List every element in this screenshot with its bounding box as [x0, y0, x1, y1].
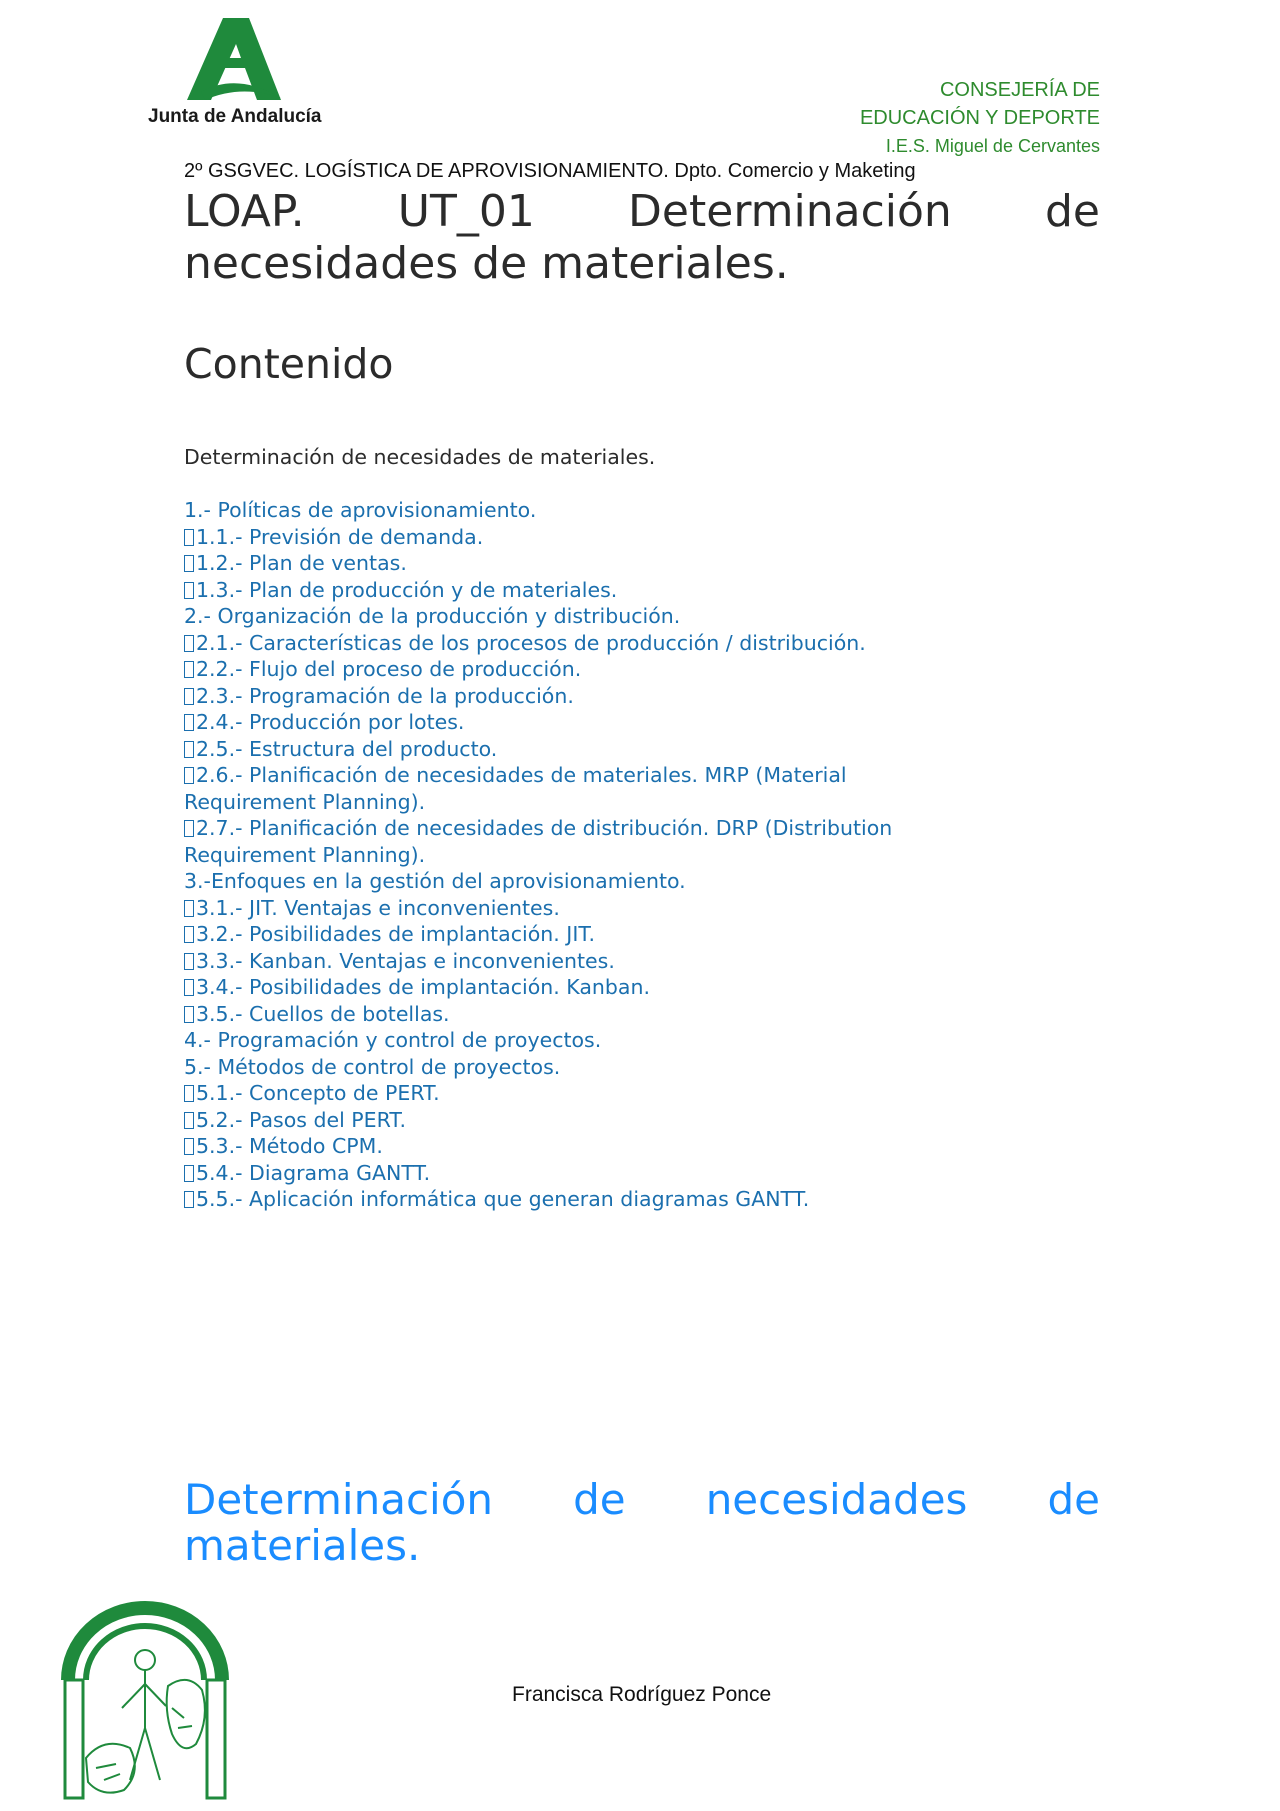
missing-glyph-icon [184, 926, 194, 943]
toc-entry-text: 2.7.- Planificación de necesidades de distribución. DRP (Distribution [196, 816, 893, 840]
hercules-emblem-icon [60, 1568, 230, 1803]
consejeria-line1: CONSEJERÍA DE [939, 79, 1100, 101]
document-title: LOAP. UT_01 Determinación de necesidades de materiales. [184, 186, 1100, 289]
consejeria-line2: EDUCACIÓN Y DEPORTE [859, 107, 1100, 129]
toc-entry-text: 2.4.- Producción por lotes. [196, 710, 465, 734]
missing-glyph-icon [184, 1006, 194, 1023]
toc-entry-text: 5.- Métodos de control de proyectos. [184, 1054, 561, 1079]
toc-entry[interactable] [184, 1186, 1084, 1213]
missing-glyph-icon [184, 900, 194, 917]
toc-entry-text: 2.- Organización de la producción y distribución. [184, 604, 681, 628]
missing-glyph-icon [184, 979, 194, 996]
toc-entry[interactable] [184, 1107, 1084, 1134]
missing-glyph-icon [184, 635, 194, 652]
toc-entry[interactable] [184, 948, 1084, 975]
toc-entry-text: 5.4.- Diagrama GANTT. [196, 1160, 431, 1185]
andalucia-emblem [60, 1568, 230, 1803]
toc-entry-text: 2.6.- Planificación de necesidades de materiales. MRP (Material [196, 763, 847, 787]
missing-glyph-icon [184, 1191, 194, 1208]
toc-entry-text: 5.5.- Aplicación informática que generan diagramas GANTT. [196, 1187, 810, 1211]
consejeria-block [860, 76, 1100, 160]
missing-glyph-icon [184, 661, 194, 678]
missing-glyph-icon [184, 688, 194, 705]
missing-glyph-icon [184, 529, 194, 546]
missing-glyph-icon [184, 820, 194, 837]
toc-entry[interactable] [184, 603, 1084, 630]
toc-entry-text: 4.- Programación y control de proyectos. [184, 1028, 602, 1052]
toc-entry-text: 2.2.- Flujo del proceso de producción. [196, 657, 582, 681]
toc-entry[interactable] [184, 630, 1084, 657]
toc-entry[interactable] [184, 1001, 1084, 1028]
missing-glyph-icon [184, 741, 194, 758]
school-name: I.E.S. Miguel de Cervantes [885, 136, 1100, 156]
toc-heading: Contenido [184, 340, 394, 388]
missing-glyph-icon [184, 1165, 194, 1182]
toc-entry[interactable] [184, 1054, 1084, 1081]
toc-entry[interactable] [184, 921, 1084, 948]
toc-entry-text: 2.3.- Programación de la producción. [196, 683, 574, 708]
missing-glyph-icon [184, 582, 194, 599]
toc-entry-text: Requirement Planning). [184, 842, 426, 867]
section-title: Determinación de necesidades de materiales. [184, 1475, 1100, 1570]
missing-glyph-icon [184, 1112, 194, 1129]
toc-entry[interactable] [184, 815, 1084, 842]
toc-entry[interactable] [184, 842, 1084, 869]
toc-entry[interactable] [184, 895, 1084, 922]
toc-entry[interactable] [184, 656, 1084, 683]
missing-glyph-icon [184, 1085, 194, 1102]
toc-entry-text: 5.1.- Concepto de PERT. [196, 1081, 440, 1105]
missing-glyph-icon [184, 1138, 194, 1155]
toc-entry[interactable] [184, 1160, 1084, 1187]
toc-entry-text: 3.3.- Kanban. Ventajas e inconvenientes. [196, 948, 615, 973]
toc-entry-text: Requirement Planning). [184, 789, 426, 814]
toc-entry[interactable] [184, 736, 1084, 763]
toc-entry[interactable] [184, 762, 1084, 789]
toc-entry-text: 2.1.- Características de los procesos de producción / distribución. [196, 630, 866, 655]
toc-entry-text: 1.2.- Plan de ventas. [196, 551, 407, 575]
toc-entry[interactable] [184, 497, 1084, 524]
toc-entry[interactable] [184, 974, 1084, 1001]
toc-entry-text: 3.5.- Cuellos de botellas. [196, 1001, 450, 1026]
missing-glyph-icon [184, 555, 194, 572]
toc-entry-text: 1.1.- Previsión de demanda. [196, 524, 484, 549]
toc-entry-text: 3.-Enfoques en la gestión del aprovisionamiento. [184, 869, 686, 893]
toc-entry[interactable] [184, 1133, 1084, 1160]
toc-entry[interactable] [184, 1080, 1084, 1107]
toc-entry[interactable] [184, 550, 1084, 577]
toc-entry-text: 5.2.- Pasos del PERT. [196, 1107, 406, 1132]
toc-entry[interactable] [184, 1027, 1084, 1054]
toc-entry[interactable] [184, 789, 1084, 816]
toc-entry-text: 2.5.- Estructura del producto. [196, 736, 498, 761]
missing-glyph-icon [184, 953, 194, 970]
toc-first-entry: Determinación de necesidades de materiales. [184, 445, 656, 469]
toc-entry-text: 5.3.- Método CPM. [196, 1134, 383, 1158]
toc-entry[interactable] [184, 524, 1084, 551]
toc-entry-text: 3.4.- Posibilidades de implantación. Kanban. [196, 975, 651, 999]
author-name: Francisca Rodríguez Ponce [512, 1683, 772, 1706]
missing-glyph-icon [184, 767, 194, 784]
toc-entry[interactable] [184, 868, 1084, 895]
toc-entry[interactable] [184, 683, 1084, 710]
toc-entry-text: 3.2.- Posibilidades de implantación. JIT. [196, 922, 595, 946]
junta-logo-text: Junta de Andalucía [148, 106, 322, 127]
toc-entry-text: 1.3.- Plan de producción y de materiales. [196, 577, 618, 602]
junta-a-icon [145, 14, 345, 104]
toc-entry[interactable] [184, 577, 1084, 604]
missing-glyph-icon [184, 714, 194, 731]
course-header: 2º GSGVEC. LOGÍSTICA DE APROVISIONAMIENTO. Dpto. Comercio y Maketing [184, 160, 916, 182]
toc-list [184, 497, 1084, 1213]
toc-entry-text: 1.- Políticas de aprovisionamiento. [184, 498, 537, 522]
toc-entry-text: 3.1.- JIT. Ventajas e inconvenientes. [196, 895, 560, 920]
toc-entry[interactable] [184, 709, 1084, 736]
